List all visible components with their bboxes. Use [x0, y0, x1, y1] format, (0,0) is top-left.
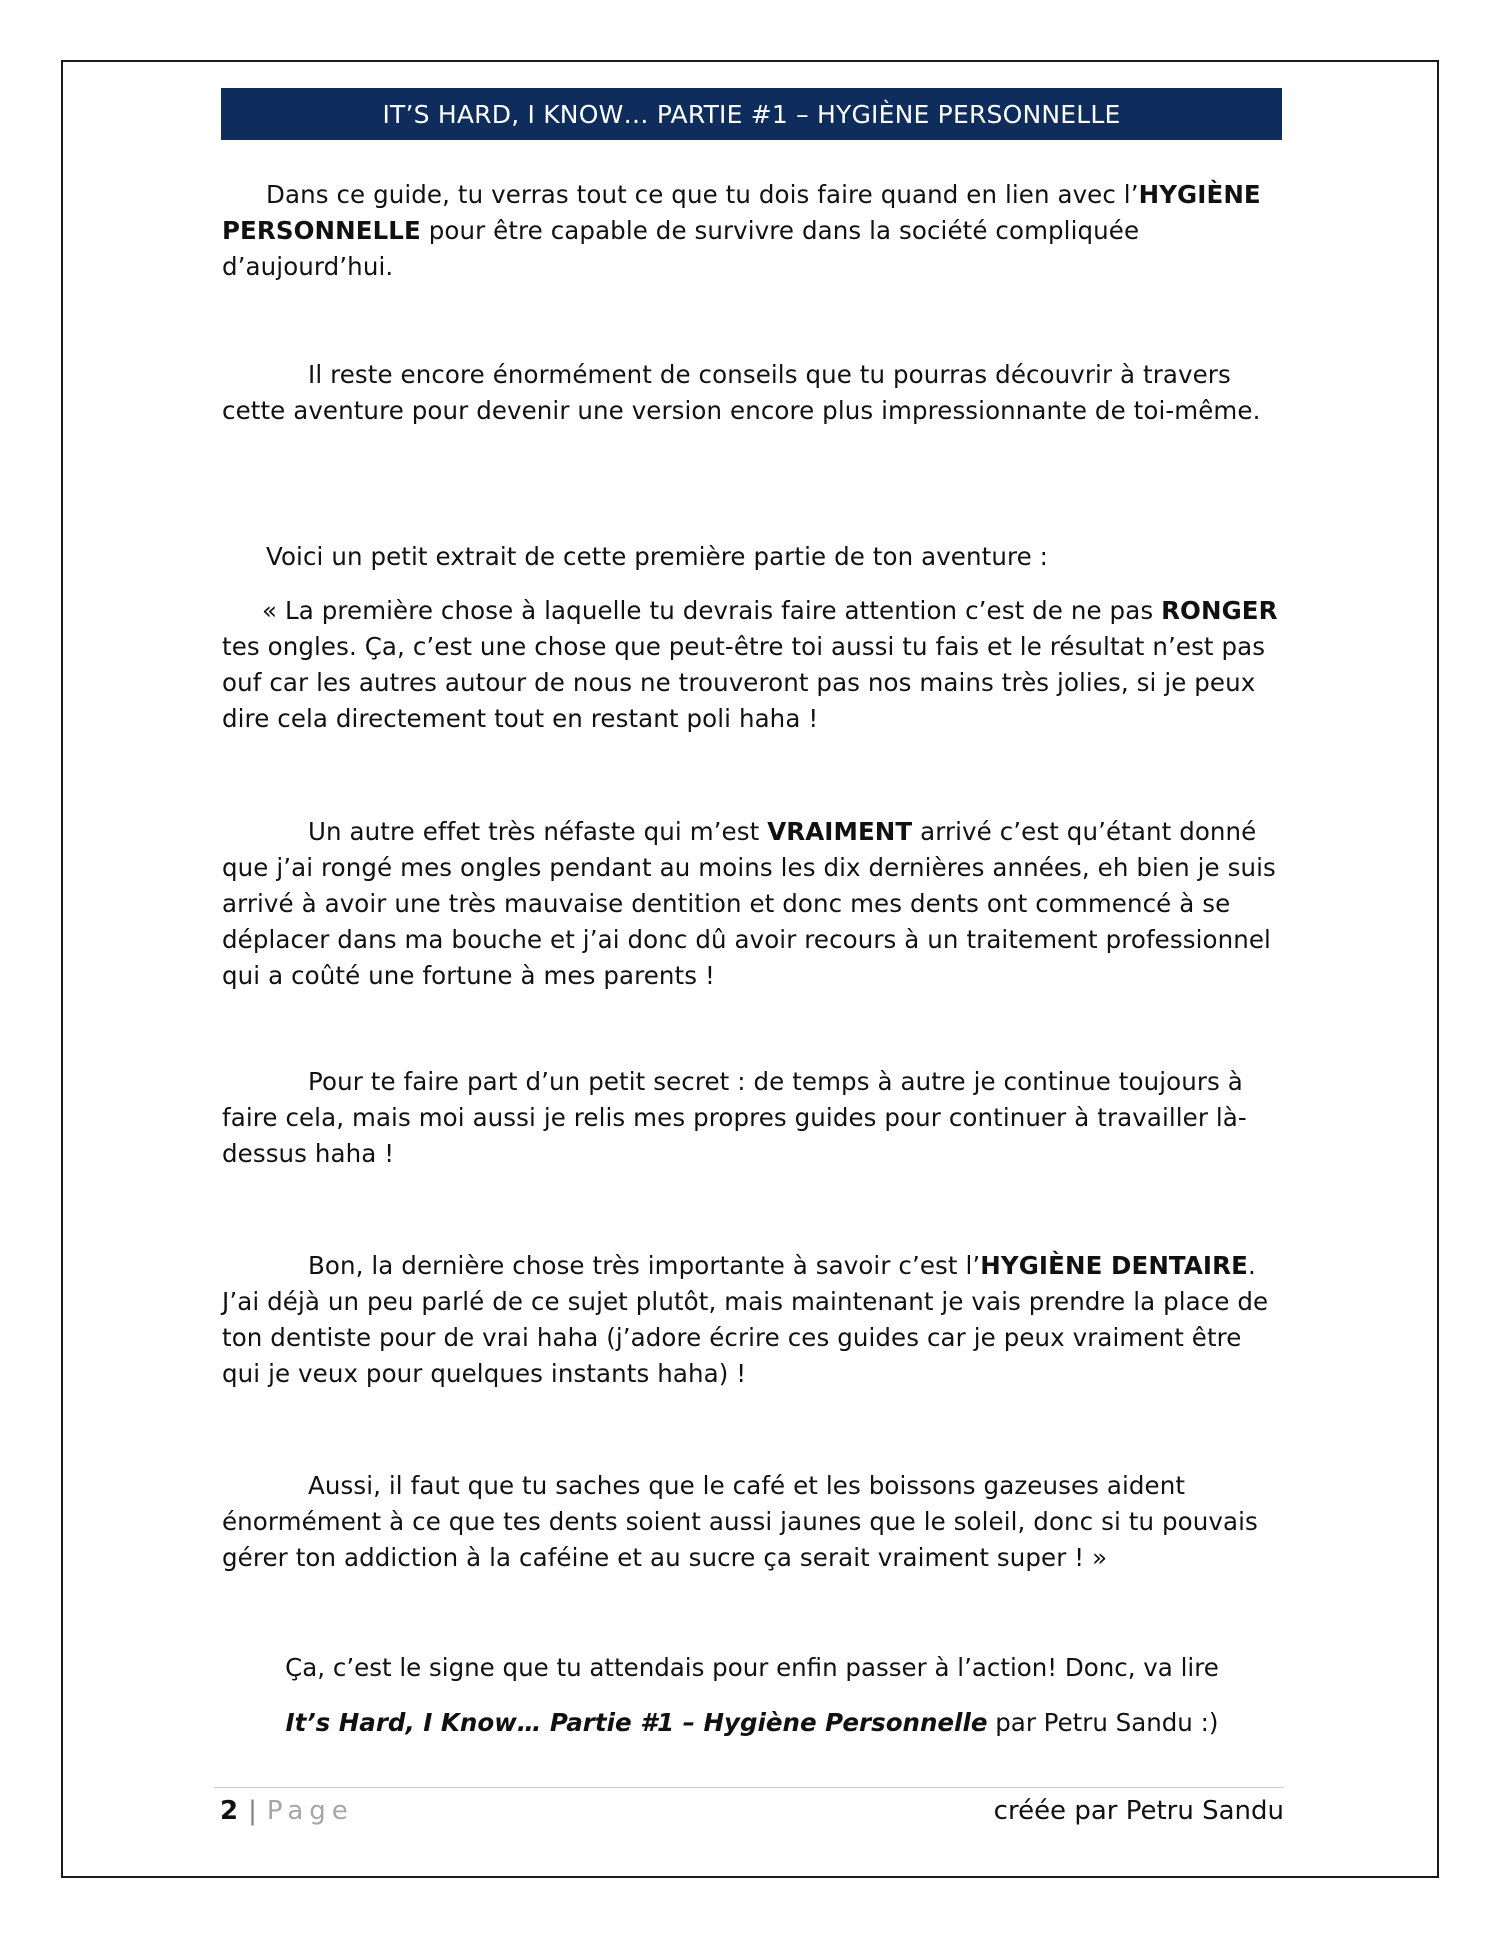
emphasis-text: RONGER — [1161, 596, 1278, 625]
page-label: Page — [266, 1796, 354, 1826]
paragraph-nails — [222, 593, 1282, 737]
footer-credit: créée par Petru Sandu — [993, 1796, 1284, 1826]
emphasis-text: VRAIMENT — [767, 817, 913, 846]
page-indicator — [220, 1796, 354, 1826]
emphasis-text: HYGIÈNE PERSONNELLE — [222, 180, 1261, 245]
book-author: par Petru Sandu :) — [987, 1708, 1219, 1737]
emphasis-text: HYGIÈNE DENTAIRE — [980, 1251, 1248, 1280]
page-number: 2 — [220, 1796, 239, 1826]
paragraph-dental-hygiene — [222, 1248, 1282, 1392]
header-title: IT’S HARD, I KNOW… PARTIE #1 – HYGIÈNE PERSONNELLE — [382, 99, 1121, 129]
paragraph-text: Dans ce guide, tu verras tout ce que tu dois faire quand en lien avec l’ — [266, 180, 1139, 209]
paragraph-text: tes ongles. Ça, c’est une chose que peut-être toi aussi tu fais et le résultat n’est pas ouf car les autres autour de nous ne trouveront pas nos mains très jolies, si je peux dire cela directement tout en restant poli haha ! — [222, 632, 1266, 733]
paragraph-text: pour être capable de survivre dans la société compliquée d’aujourd’hui. — [222, 216, 1140, 281]
page-separator: | — [248, 1796, 257, 1826]
book-reference — [222, 1705, 1282, 1741]
paragraph-coffee: Aussi, il faut que tu saches que le café et les boissons gazeuses aident énormément à ce que tes dents soient aussi jaunes que le soleil, donc si tu pouvais gérer ton addiction à la caféine et au sucre ça serait vraiment super ! » — [222, 1471, 1258, 1572]
page-footer — [220, 1792, 1284, 1830]
paragraph-extract-intro: Voici un petit extrait de cette première partie de ton aventure : — [266, 542, 1048, 571]
call-to-action: Ça, c’est le signe que tu attendais pour enfin passer à l’action! Donc, va lire — [285, 1653, 1219, 1682]
book-title: It’s Hard, I Know… Partie #1 – Hygiène Personnelle — [285, 1708, 988, 1737]
paragraph-text: . J’ai déjà un peu parlé de ce sujet plutôt, mais maintenant je vais prendre la place de ton dentiste pour de vrai haha (j’adore écrire ces guides car je peux vraiment être qui je veux pour quelques instants haha) ! — [222, 1251, 1269, 1388]
paragraph-advice: Il reste encore énormément de conseils que tu pourras découvrir à travers cette aventure pour devenir une version encore plus impressionnante de toi-même. — [222, 360, 1261, 425]
footer-divider — [214, 1787, 1284, 1788]
paragraph-text: Un autre effet très néfaste qui m’est — [308, 817, 768, 846]
paragraph-teeth-effect — [222, 814, 1282, 994]
header-banner — [221, 88, 1282, 140]
paragraph-secret: Pour te faire part d’un petit secret : de temps à autre je continue toujours à faire cela, mais moi aussi je relis mes propres guides pour continuer à travailler là-dessus haha ! — [222, 1067, 1247, 1168]
paragraph-text: « La première chose à laquelle tu devrais faire attention c’est de ne pas — [262, 596, 1162, 625]
paragraph-text: arrivé c’est qu’étant donné que j’ai rongé mes ongles pendant au moins les dix dernières années, eh bien je suis arrivé à avoir une très mauvaise dentition et donc mes dents ont commencé à se déplacer dans ma bouche et j’ai donc dû avoir recours à un traitement professionnel qui a coûté une fortune à mes parents ! — [222, 817, 1276, 990]
paragraph-intro — [222, 177, 1282, 285]
paragraph-text: Bon, la dernière chose très importante à savoir c’est l’ — [308, 1251, 981, 1280]
